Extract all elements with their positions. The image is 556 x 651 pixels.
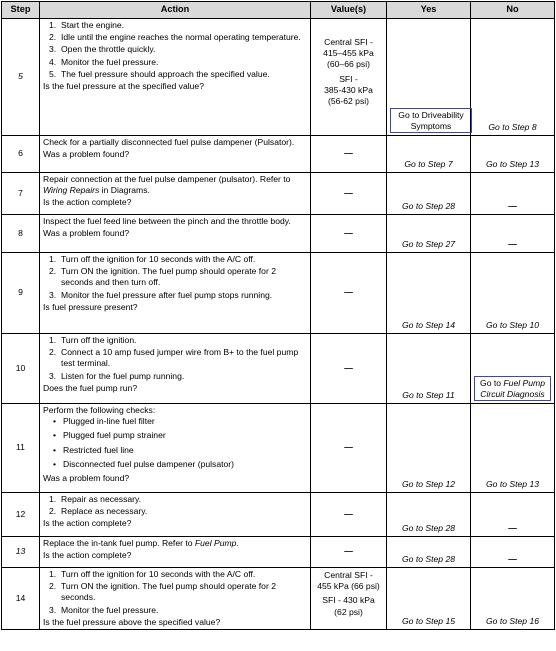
yes-cell: Go to Step 7 (387, 136, 471, 173)
list-item: • Plugged fuel pump strainer (53, 430, 166, 441)
action-cell: Inspect the fuel feed line between the pinch and the throttle body. Was a problem found? (40, 215, 311, 253)
list-item: 2. Connect a 10 amp fused jumper wire from B+ to the fuel pump test terminal. (49, 347, 299, 369)
table-row (2, 568, 555, 630)
action-cell: Replace the in-tank fuel pump. Refer to Fuel Pump. Is the action complete? (40, 537, 311, 568)
step-number: 13 (2, 537, 40, 568)
step-number: 9 (2, 253, 40, 334)
action-cell: Check for a partially disconnected fuel pulse dampener (Pulsator). Was a problem found? (40, 136, 311, 173)
list-item: • Disconnected fuel pulse dampener (pulsator) (53, 458, 235, 469)
table-row (2, 215, 555, 253)
list-item: 1. Turn off the ignition for 10 seconds with the A/C off. (49, 254, 256, 264)
list-item: 1. Start the engine. (49, 20, 125, 30)
list-item: 5. The fuel pressure should approach the specified value. (49, 68, 270, 79)
fuel-pump-circuit-link[interactable]: Go to Fuel Pump Circuit Diagnosis (474, 376, 551, 401)
table-row (2, 173, 555, 215)
yes-cell: Go to Step 28 (387, 537, 471, 568)
list-item: 3. Monitor the fuel pressure after fuel pump stops running. (49, 289, 273, 300)
list-item: 1. Turn off the ignition. (49, 335, 137, 345)
fuel-pump-ref: Fuel Pump (194, 538, 237, 548)
action-cell: 1. Turn off the ignition. 2. Connect a 10 amp fused jumper wire from B+ to the fuel pump test terminal. 3. Listen for the fuel pump running. Does the fuel pump run? (40, 334, 311, 404)
header-action: Action (40, 2, 311, 19)
step-number: 5 (2, 19, 40, 136)
list-item: • Restricted fuel line (53, 444, 134, 455)
list-item: 2. Replace as necessary. (49, 506, 148, 517)
value-cell: — (311, 253, 387, 334)
table-row (2, 404, 555, 493)
value-cell: — (311, 404, 387, 493)
no-cell: — (471, 215, 555, 253)
yes-cell: Go to Step 14 (387, 253, 471, 334)
value-cell: — (311, 334, 387, 404)
list-item: • Plugged in-line fuel filter (53, 416, 155, 427)
action-cell: Perform the following checks: • Plugged in-line fuel filter • Plugged fuel pump strainer • Restricted fuel line • Disconnected fuel pulse dampener (pulsator) Was a problem found? (40, 404, 311, 493)
action-cell: 1. Turn off the ignition for 10 seconds with the A/C off. 2. Turn ON the ignition. The fuel pump should operate for 2 seconds and then turn off. 3. Monitor the fuel pressure after fuel pump stops running. Is fuel pressure present? (40, 253, 311, 334)
value-cell: — (311, 215, 387, 253)
table-row (2, 493, 555, 537)
header-yes: Yes (387, 2, 471, 19)
value-cell: Central SFI - 455 kPa (66 psi) SFI - 430 kPa (62 psi) (311, 568, 387, 630)
header-row (2, 2, 555, 19)
list-item: 2. Turn ON the ignition. The fuel pump should operate for 2 seconds and then turn off. (49, 266, 276, 288)
action-cell: 1. Turn off the ignition for 10 seconds with the A/C off. 2. Turn ON the ignition. The fuel pump should operate for 2 seconds. 3. Monitor the fuel pressure. Is the fuel pressure above the specified value? (40, 568, 311, 630)
no-cell: — (471, 173, 555, 215)
header-step: Step (2, 2, 40, 19)
yes-cell: Go to Step 28 (387, 173, 471, 215)
yes-cell (387, 19, 471, 136)
no-cell: — (471, 537, 555, 568)
no-cell: Go to Step 13 (471, 404, 555, 493)
step-number: 8 (2, 215, 40, 253)
action-cell: 1. Repair as necessary. 2. Replace as necessary. Is the action complete? (40, 493, 311, 537)
table-row (2, 253, 555, 334)
table-row (2, 334, 555, 404)
value-cell: — (311, 173, 387, 215)
header-no: No (471, 2, 555, 19)
header-values: Value(s) (311, 2, 387, 19)
go-to-driveability-link[interactable]: Go to Driveability Symptoms (390, 108, 472, 133)
wiring-repairs-ref: Wiring Repairs (43, 185, 100, 196)
action-cell: Repair connection at the fuel pulse dampener (pulsator). Refer to Wiring Repairs in Diagrams. Is the action complete? (40, 173, 311, 215)
no-cell: Go to Step 8 (471, 19, 555, 136)
list-item: 1. Repair as necessary. (49, 494, 142, 504)
yes-cell: Go to Step 12 (387, 404, 471, 493)
no-cell: — (471, 493, 555, 537)
list-item: 3. Monitor the fuel pressure. (49, 604, 159, 615)
list-item: 2. Idle until the engine reaches the normal operating temperature. (49, 32, 301, 43)
step-number: 11 (2, 404, 40, 493)
yes-cell: Go to Step 11 (387, 334, 471, 404)
list-item: 4. Monitor the fuel pressure. (49, 56, 159, 67)
list-item: 3. Open the throttle quickly. (49, 44, 156, 55)
list-item: 2. Turn ON the ignition. The fuel pump should operate for 2 seconds. (49, 581, 276, 603)
value-cell: — (311, 537, 387, 568)
value-cell: — (311, 493, 387, 537)
yes-cell: Go to Step 27 (387, 215, 471, 253)
no-cell: Go to Step 10 (471, 253, 555, 334)
step-number: 6 (2, 136, 40, 173)
table-row (2, 537, 555, 568)
question-text: Is the fuel pressure at the specified value? (43, 81, 204, 92)
yes-cell: Go to Step 15 (387, 568, 471, 630)
action-cell (40, 19, 311, 136)
value-cell: — (311, 136, 387, 173)
step-number: 14 (2, 568, 40, 630)
table-row (2, 136, 555, 173)
value-cell: Central SFI - 415–455 kPa (60–66 psi) SFI - 385-430 kPa (56-62 psi) (311, 19, 387, 136)
yes-cell: Go to Step 28 (387, 493, 471, 537)
step-number: 7 (2, 173, 40, 215)
step-number: 10 (2, 334, 40, 404)
table-row (2, 19, 555, 136)
list-item: 3. Listen for the fuel pump running. (49, 370, 185, 381)
diagnostic-table (1, 1, 555, 630)
no-cell (471, 334, 555, 404)
list-item: 1. Turn off the ignition for 10 seconds with the A/C off. (49, 569, 256, 579)
step-number: 12 (2, 493, 40, 537)
no-cell: Go to Step 13 (471, 136, 555, 173)
no-cell: Go to Step 16 (471, 568, 555, 630)
